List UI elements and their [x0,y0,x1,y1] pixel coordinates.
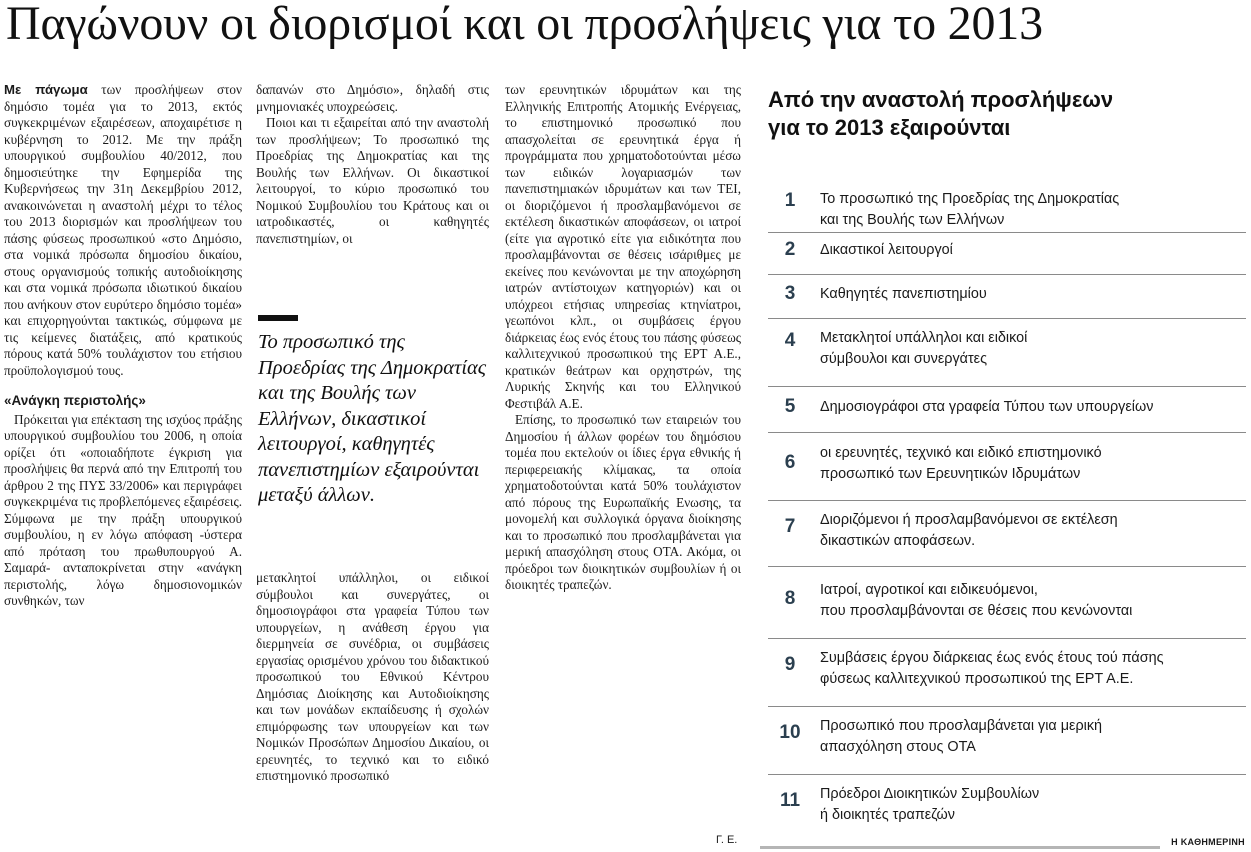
pullquote: Το προσωπικό της Προεδρίας της Δημοκρατίας και της Βουλής των Ελλήνων, δικαστικοί λειτουργοί, καθηγητές πανεπιστημίων εξαιρούνται μεταξύ άλλων. [258,331,487,506]
headline: Παγώνουν οι διορισμοί και οι προσλήψεις για το 2013 [6,0,1043,50]
item-text: Ιατροί, αγροτικοί και ειδικευόμενοι, που προσλαμβάνονται σε θέσεις που κενώνονται [820,582,1133,619]
item-number: 10 [779,722,801,743]
paragraph: Επίσης, το προσωπικό των εταιρειών του Δημοσίου ή άλλων φορέων του δημόσιου τομέα που εκτελούν οι ίδιες έργα εθνικής ή περιφερειακής κλίμακας, τα οποία χρηματοδοτούνται κατά 50% τουλάχιστον από πόρους της Ευρωπαϊκής Ενωσης, τα μονομελή και συλλογικά όργανα διοίκησης και το προσωπικό που προσλαμβάνεται για μερική απασχόληση στους ΟΤΑ. Ακόμα, οι πρόεδροι των διοικητικών συμβουλίων ή οι διοικητές τραπεζών. [505,412,741,592]
item-number: 2 [784,239,796,260]
bottom-rule [760,846,1160,849]
list-item [768,638,1246,707]
item-number: 4 [784,330,796,351]
item-number: 5 [784,396,796,417]
lead-paragraph [4,82,242,379]
item-number: 7 [784,516,796,537]
paragraph: των ερευνητικών ιδρυμάτων και της Ελληνικής Επιτροπής Ατομικής Ενέργειας, το επιστημονικό προσωπικό που απασχολείται σε ερευνητικά έργα ή προγράμματα που χρηματοδοτούνται μέσω των ειδικών λογαριασμών των πανεπιστημιακών ιδρυμάτων και των ΤΕΙ, οι διοριζόμενοι ή προσλαμβανόμενοι σε εκτέλεση δικαστικών αποφάσεων, οι ιατροί (είτε για αγροτικό είτε για ειδικότητα που προσλαμβάνονται σε θέσεις ισάριθμες με εκείνες που κενώνονται με την αποχώρηση ιατρών αντίστοιχων κατηγοριών) και οι υπόχρεοι ετήσιας υπηρεσίας κτηνίατροι, γεωπόνοι κλπ., οι συμβάσεις έργου διάρκειας έως ενός έτους του πάσης φύσεως καλλιτεχνικού προσωπικού της ΕΡΤ Α.Ε., κρατικών θεάτρων και ορχηστρών, της Λυρικής Σκηνής και του Ελληνικού Φεστιβάλ Α.Ε. [505,82,741,411]
item-number: 11 [779,790,801,811]
box-title-line-2: για το 2013 εξαιρούνται [768,115,1011,140]
list-item [768,706,1246,775]
article-column-1 [4,82,242,610]
item-number: 8 [784,588,796,609]
list-item [768,318,1246,387]
paragraph: δαπανών στο Δημόσιο», δηλαδή στις μνημονιακές υποχρεώσεις. [256,82,489,114]
item-number: 9 [784,654,796,675]
list-item [768,232,1246,275]
item-number: 3 [784,283,796,304]
source-label: Η ΚΑΘΗΜΕΡΙΝΗ [1171,837,1245,847]
box-title [768,86,1228,142]
list-item [768,774,1246,844]
paragraph: Πρόκειται για επέκταση της ισχύος πράξης υπουργικού συμβουλίου του 2006, η οποία ορίζει ότι «οποιαδήποτε έγκριση για προσλήψεις θα περνά από την Επιτροπή του άρθρου 2 της ΠΥΣ 33/2006» και περιγράφει συγκεκριμένα τις προβλεπόμενες εξαιρέσεις. Σύμφωνα με την πράξη υπουργικού συμβουλίου, η εν λόγω απόφαση -ύστερα από πρόταση του πρωθυπουργού Α. Σαμαρά- ανταποκρίνεται στην «ανάγκη περιστολής, λόγω δημοσιονομικών συνθηκών, των [4,411,242,608]
list-item [768,274,1246,319]
list-item [768,174,1246,233]
item-text: Μετακλητοί υπάλληλοι και ειδικοί σύμβουλοι και συνεργάτες [820,330,1028,367]
byline: Γ. Ε. [716,834,738,846]
item-text: Δημοσιογράφοι στα γραφεία Τύπου των υπουργείων [820,399,1154,415]
item-text: Το προσωπικό της Προεδρίας της Δημοκρατίας και της Βουλής των Ελλήνων [820,191,1120,228]
item-number: 6 [784,452,796,473]
pullquote-rule [258,315,298,321]
list-item [768,566,1246,639]
box-title-line-1: Από την αναστολή προσλήψεων [768,87,1114,112]
article-column-3 [505,82,741,594]
item-text: Προσωπικό που προσλαμβάνεται για μερική απασχόληση στους ΟΤΑ [820,718,1103,755]
item-text: Συμβάσεις έργου διάρκειας έως ενός έτους τού πάσης φύσεως καλλιτεχνικού προσωπικού της ΕΡΤ Α.Ε. [820,650,1164,687]
item-text: οι ερευνητές, τεχνικό και ειδικό επιστημονικό προσωπικό των Ερευνητικών Ιδρυμάτων [820,445,1102,482]
item-text: Πρόεδροι Διοικητικών Συμβουλίων ή διοικητές τραπεζών [820,786,1040,823]
item-number: 1 [784,190,796,211]
list-item [768,386,1246,433]
article-column-2 [256,82,489,247]
list-item [768,500,1246,567]
item-text: Διοριζόμενοι ή προσλαμβανόμενοι σε εκτέλεση δικαστικών αποφάσεων. [820,512,1118,549]
paragraph: μετακλητοί υπάλληλοι, οι ειδικοί σύμβουλοι και συνεργάτες, οι δημοσιογράφοι στα γραφεία Τύπου των υπουργείων, η ανάθεση έργου για διερμηνεία σε συνέδρια, οι συμβάσεις εργασίας ορισμένου χρόνου του διδακτικού προσωπικού του Εθνικού Κέντρου Δημόσιας Διοίκησης και Αυτοδιοίκησης και των μονάδων εκπαίδευσης ή σχολών επιμόρφωσης των υπουργείων και των Νομικών Προσώπων Δημοσίου Δικαίου, οι ερευνητές, το τεχνικό και το ειδικό επιστημονικό προσωπικό [256,570,489,783]
item-text: Καθηγητές πανεπιστημίου [820,286,987,302]
subheading: «Ανάγκη περιστολής» [4,393,146,408]
list-item [768,432,1246,501]
paragraph: Ποιοι και τι εξαιρείται από την αναστολή των προσλήψεων; Το προσωπικό της Προεδρίας της Δημοκρατίας και της Βουλής των Ελλήνων. Οι δικαστικοί λειτουργοί, το κύριο προσωπικό του Νομικού Συμβουλίου του Κράτους και οι ιατροδικαστές, οι καθηγητές πανεπιστημίων, οι [256,115,489,246]
article-column-2-continued [256,570,489,785]
lead-text: των προσλήψεων στον δημόσιο τομέα για το 2013, εκτός συγκεκριμένων εξαιρέσεων, αποχαιρέτισε η κυβέρνηση το 2012. Με την πράξη υπουργικού συμβουλίου 40/2012, που δημοσιεύτηκε την Εφημερίδα της Κυβερνήσεως την 31η Δεκεμβρίου 2012, ανακοινώνεται η αναστολή μέχρι το τέλος του 2013 διορισμών και προσλήψεων του πάσης φύσεως προσωπικού «στο Δημόσιο, στα νομικά πρόσωπα δημοσίου δικαίου, στους οργανισμούς τοπικής αυτοδιοίκησης και στα νομικά πρόσωπα ιδιωτικού δικαίου που ανήκουν στον ευρύτερο δημόσιο τομέα» και επιχορηγούνται τακτικώς, σύμφωνα με τις κείμενες διατάξεις, από κρατικούς πόρους κατά 50% τουλάχιστον του ετήσιου προϋπολογισμού τους. [4,82,242,378]
item-text: Δικαστικοί λειτουργοί [820,242,953,258]
lead-bold: Με πάγωμα [4,82,88,97]
